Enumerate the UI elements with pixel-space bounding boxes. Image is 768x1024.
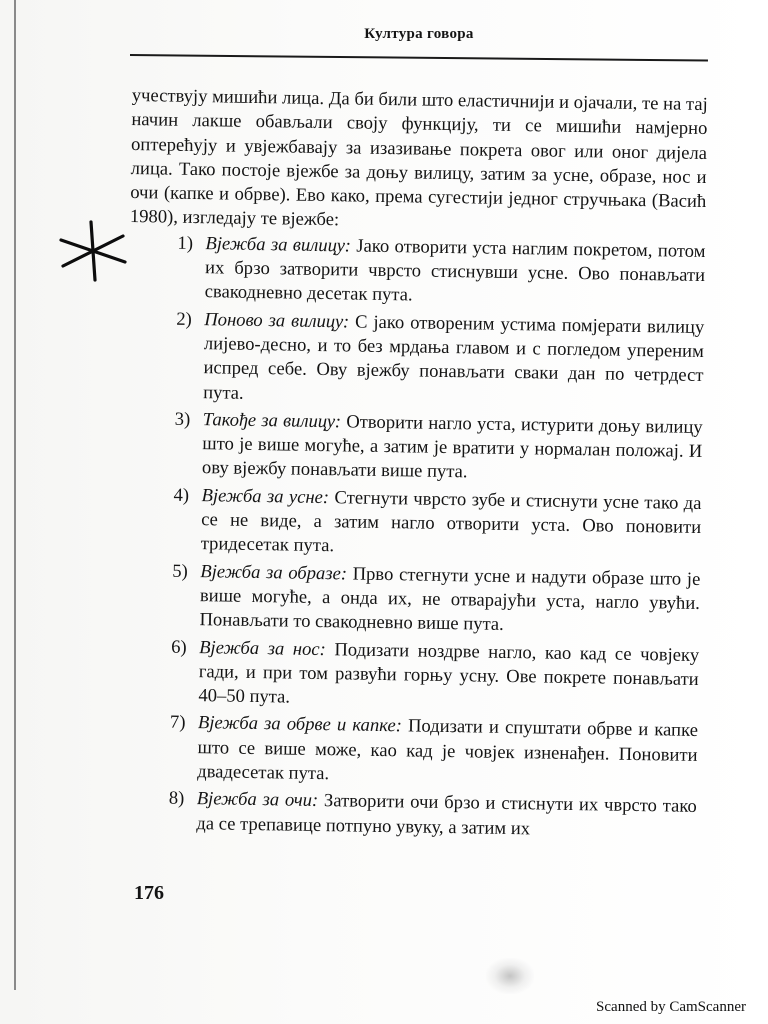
- exercise-text: Подизати и спуштати обрве и капке што се више може, као кад је човјек изненађен. Поновити двадесетак пута.: [197, 715, 699, 785]
- scan-smudge: [486, 958, 534, 994]
- exercise-text: Прво стегнути усне и надути образе што је више могуће, а онда их, не отварајући уста, нагло увући. Понављати то свакодневно више пута.: [199, 563, 701, 636]
- header-rule: [130, 54, 708, 62]
- exercise-list: [120, 231, 705, 844]
- exercise-title: Такође за вилицу:: [202, 409, 347, 433]
- exercise-number: 1): [177, 232, 194, 254]
- exercise-title: Вјежба за образе:: [200, 560, 353, 585]
- exercise-number: 6): [171, 636, 187, 658]
- exercise-number: 4): [173, 484, 190, 506]
- exercise-number: 2): [176, 308, 192, 330]
- page-number: 176: [134, 882, 164, 904]
- intro-paragraph: учествују мишићи лица. Да би били што еластичнији и ојачали, те на тај начин лакше обављали своју функцију, ти се мишићи намјерно оптерећују и увјежбавају за изазивање покрета овог или оног дијела лица. Тако постоје вјежбе за доњу вилицу, затим за усне, образе, нос и очи (капке и обрве). Ево како, према сугестији једног стручњака (Васић 1980), изгледају те вјежбе:: [129, 84, 708, 231]
- exercise-item: [123, 559, 700, 641]
- scanner-watermark: Scanned by CamScanner: [596, 999, 746, 1015]
- exercise-text: Јако отворити уста наглим покретом, потом их брзо затворити чврсто стиснувши усне. Ово понављати свакодневно десетак пута.: [204, 235, 706, 306]
- exercise-item: [120, 786, 697, 844]
- exercise-number: 5): [172, 560, 189, 582]
- body-text: [120, 84, 708, 847]
- exercise-item: [126, 407, 703, 489]
- handwritten-asterisk-mark: [55, 218, 129, 284]
- running-title: Култура говора: [364, 26, 474, 42]
- exercise-title: Вјежба за обрве и капке:: [197, 712, 409, 737]
- exercise-title: Вјежба за усне:: [201, 484, 335, 508]
- exercise-number: 8): [168, 787, 185, 810]
- exercise-title: Вјежба за нос:: [198, 636, 335, 660]
- exercise-title: Вјежба за вилицу:: [205, 232, 357, 257]
- exercise-item: [121, 710, 698, 792]
- page-header: [130, 22, 708, 56]
- exercise-item: [129, 231, 706, 313]
- exercise-text: Затворити очи брзо и стиснути их чврсто тако да се трепавице потпуно увуку, а затим их: [196, 790, 697, 839]
- exercise-item: [125, 483, 702, 565]
- exercise-item: [122, 634, 699, 716]
- exercise-number: 3): [174, 408, 191, 430]
- exercise-item: [127, 307, 704, 413]
- exercise-title: Поново за вилицу:: [204, 308, 356, 333]
- exercise-text: Подизати ноздрве нагло, као кад се човјеку гади, и при том развући горњу усну. Ове покрете понављати 40–50 пута.: [198, 638, 700, 708]
- exercise-text: Отворити нагло уста, истурити доњу вилицу што је више могуће, а затим је вратити у нормалан положај. И ову вјежбу понављати више пута.: [201, 411, 703, 483]
- exercise-title: Вјежба за очи:: [196, 788, 325, 812]
- exercise-text: С јако отвореним устима помјерати вилицу лијево-десно, и то без мрдања главом и с погледом упереним испред себе. Ову вјежбу понављати сваки дан по четрдест пута.: [203, 311, 705, 404]
- page-left-edge: [14, 0, 16, 990]
- exercise-number: 7): [169, 712, 186, 734]
- exercise-text: Стегнути чврсто зубе и стиснути усне тако да се не виде, а затим нагло отворити уста. Ово поновити тридесетак пута.: [200, 486, 702, 557]
